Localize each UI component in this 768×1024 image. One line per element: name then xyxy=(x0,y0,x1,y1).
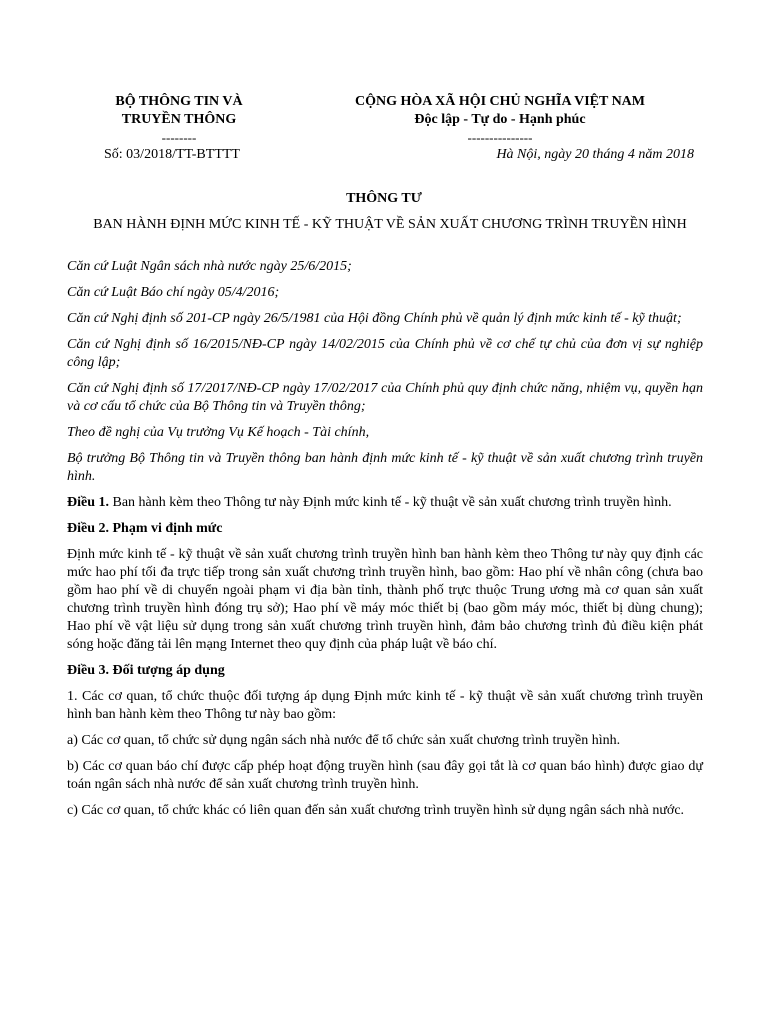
article-1-text: Ban hành kèm theo Thông tư này Định mức kinh tế - kỹ thuật về sản xuất chương trình truyền hình. xyxy=(109,495,672,510)
preamble-line: Căn cứ Luật Báo chí ngày 05/4/2016; xyxy=(67,285,280,300)
article-3-item: a) Các cơ quan, tổ chức sử dụng ngân sách nhà nước để tổ chức sản xuất chương trình truyền hình. xyxy=(67,733,621,748)
national-title: CỘNG HÒA XÃ HỘI CHỦ NGHĨA VIỆT NAM xyxy=(354,94,645,109)
article-3-item: c) Các cơ quan, tổ chức khác có liên quan đến sản xuất chương trình truyền hình sử dụng ngân sách nhà nước. xyxy=(67,803,685,818)
article-3-item: b) Các cơ quan báo chí được cấp phép hoạt động truyền hình (sau đây gọi tắt là cơ quan báo hình) được giao dự toán ngân sách nhà nước để sản xuất chương trình truyền hình. xyxy=(67,759,703,792)
document-title: THÔNG TƯ xyxy=(346,191,422,206)
document-subtitle: BAN HÀNH ĐỊNH MỨC KINH TẾ - KỸ THUẬT VỀ SẢN XUẤT CHƯƠNG TRÌNH TRUYỀN HÌNH xyxy=(93,217,687,232)
issuing-agency-block xyxy=(74,93,284,147)
issuing-agency-line-2: TRUYỀN THÔNG xyxy=(121,112,237,127)
preamble-line: Căn cứ Nghị định số 16/2015/NĐ-CP ngày 14/02/2015 của Chính phủ về cơ chế tự chủ của đơn vị sự nghiệp công lập; xyxy=(67,337,703,370)
article-2-text: Định mức kinh tế - kỹ thuật về sản xuất chương trình truyền hình ban hành kèm theo Thông tư này quy định các mức hao phí tối đa trực tiếp trong sản xuất chương trình truyền hình, bao gồm: Hao phí về nhân công (chưa bao gồm hao phí về di chuyển ngoài phạm vi địa bàn tỉnh, thành phố trực thuộc Trung ương mà cơ quan sản xuất chương trình truyền hình đóng trụ sở); Hao phí về máy móc thiết bị (bao gồm máy móc, thiết bị dùng chung); Hao phí về vật liệu sử dụng trong sản xuất chương trình truyền hình, đảm bảo chương trình đủ điều kiện phát sóng hoặc đăng tải lên mạng Internet theo quy định của pháp luật về báo chí. xyxy=(67,547,703,652)
issuing-agency-line-1: BỘ THÔNG TIN VÀ xyxy=(115,94,243,109)
preamble-line: Căn cứ Luật Ngân sách nhà nước ngày 25/6/2015; xyxy=(67,259,352,274)
preamble-line: Căn cứ Nghị định số 201-CP ngày 26/5/1981 của Hội đồng Chính phủ về quản lý định mức kinh tế - kỹ thuật; xyxy=(67,311,682,326)
article-2-heading: Điều 2. Phạm vi định mức xyxy=(67,521,223,536)
document-body xyxy=(67,258,703,828)
document-date: Hà Nội, ngày 20 tháng 4 năm 2018 xyxy=(496,147,694,162)
article-3-item: 1. Các cơ quan, tổ chức thuộc đối tượng áp dụng Định mức kinh tế - kỹ thuật về sản xuất chương trình truyền hình ban hành kèm theo Thông tư này bao gồm: xyxy=(67,689,703,722)
preamble-line: Bộ trưởng Bộ Thông tin và Truyền thông ban hành định mức kinh tế - kỹ thuật về sản xuất chương trình truyền hình. xyxy=(67,451,703,484)
issuing-agency-separator: -------- xyxy=(161,130,197,145)
national-separator: --------------- xyxy=(467,130,533,145)
preamble-line: Căn cứ Nghị định số 17/2017/NĐ-CP ngày 17/02/2017 của Chính phủ quy định chức năng, nhiệm vụ, quyền hạn và cơ cấu tổ chức của Bộ Thông tin và Truyền thông; xyxy=(67,381,703,414)
preamble-line: Theo đề nghị của Vụ trưởng Vụ Kế hoạch - Tài chính, xyxy=(67,425,370,440)
national-motto: Độc lập - Tự do - Hạnh phúc xyxy=(414,112,586,127)
article-1 xyxy=(67,494,703,512)
article-3-heading: Điều 3. Đối tượng áp dụng xyxy=(67,663,225,678)
national-title-block xyxy=(320,93,680,147)
article-1-label: Điều 1. xyxy=(67,495,109,510)
document-number: Số: 03/2018/TT-BTTTT xyxy=(104,147,240,162)
